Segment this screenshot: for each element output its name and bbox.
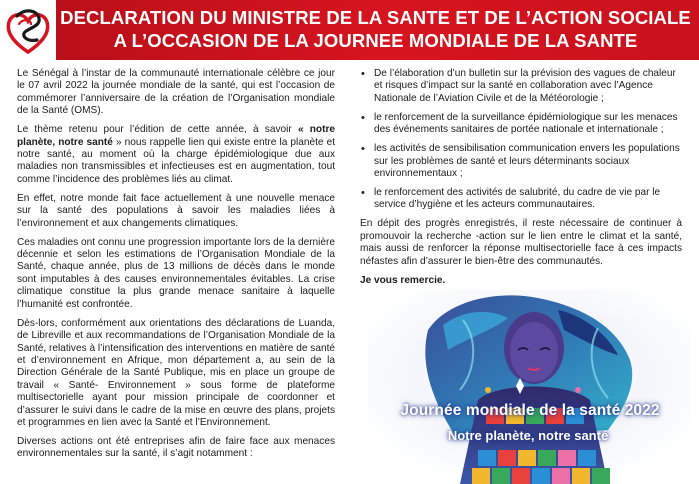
paragraph-theme — [17, 124, 335, 186]
title-line-1: DECLARATION DU MINISTRE DE LA SANTE ET DE L’ACTION SOCIALE — [60, 7, 691, 28]
bullet-icon: • — [361, 68, 365, 80]
poster-caption-title: Journée mondiale de la santé 2022 — [400, 402, 660, 419]
title-line-2-bold: LA JOURNEE MONDIALE DE LA SANTE — [284, 30, 638, 51]
left-column — [17, 68, 335, 467]
bullet-icon: • — [361, 143, 365, 156]
list-item-text: les activités de sensibilisation communication envers les populations sur les problèmes de santé et leurs déterminants sociaux environnementaux ; — [374, 143, 680, 180]
paragraph-closing: En dépit des progrès enregistrés, il reste nécessaire de continuer à promouvoir la recherche -action sur le lien entre le climat et la santé, mais aussi de renforcer la réponse multisectorielle face à ces impacts néfastes afin d’assurer le bien-être des communautés. — [360, 218, 682, 267]
right-column — [360, 68, 682, 294]
page-title — [58, 6, 693, 52]
list-item — [360, 143, 682, 180]
poster-image — [368, 290, 690, 484]
list-item-text: le renforcement de la surveillance épidémiologique sur les menaces des événements sanitaires de portée nationale et internationale ; — [374, 111, 678, 136]
thanks-text: Je vous remercie. — [360, 274, 446, 286]
theme-text-after: » nous rappelle lien qui existe entre la planète et notre santé, au moment où la charge épidémiologique due aux maladies non transmissibles et infectieuses est en augmentation, tout comme l’incidence des problèmes liés au climat. — [17, 136, 336, 185]
ministry-heart-logo-icon — [3, 2, 53, 58]
theme-bold: « notre planète, notre santé — [17, 124, 335, 148]
bullet-icon: • — [361, 111, 365, 124]
list-item — [360, 68, 682, 105]
bullet-icon: • — [361, 187, 365, 200]
paragraph-threat: En effet, notre monde fait face actuellement à une nouvelle menace sur la santé des populations à savoir les maladies liées à l’environnement et aux changements climatiques. — [17, 192, 335, 229]
poster-caption-subtitle: Notre planète, notre santé — [447, 428, 609, 443]
logo — [0, 0, 56, 60]
theme-text-before: Le thème retenu pour l’édition de cette année, à savoir — [17, 124, 298, 136]
list-item — [360, 112, 682, 137]
header-banner — [0, 0, 699, 60]
title-line-2-prefix: A L’OCCASION DE — [113, 30, 285, 51]
paragraph-actions: Diverses actions ont été entreprises afin de faire face aux menaces environnementales sur la santé, il s’agit notamment : — [17, 435, 335, 460]
paragraph-intro: Le Sénégal à l’instar de la communauté internationale célèbre ce jour le 07 avril 2022 la journée mondiale de la santé, qui est l’occasion de commémorer l’anniversaire de la création de l’Organisation mondiale de la Santé (OMS). — [17, 68, 335, 117]
list-item-text: le renforcement des activités de salubrité, du cadre de vie par le service d’hygiène et les acteurs communautaires. — [374, 187, 661, 211]
title-line-2 — [58, 29, 693, 52]
list-item — [360, 187, 682, 212]
list-item-text: De l’élaboration d’un bulletin sur la prévision des vagues de chaleur et risques d’impact sur la santé en collaboration avec l’Agence Nationale de l’Aviation Civile et de la Météorologie ; — [374, 68, 676, 104]
actions-list — [360, 68, 682, 212]
paragraph-platform: Dès-lors, conformément aux orientations des déclarations de Luanda, de Libreville et aux recommandations de l’Organisation Mondiale de la Santé, relatives à l’intensification des interventions en matière de santé et d’environnement en Afrique, mon département a, au sein de la Direction Générale de la Santé Publique, mis en place un groupe de travail « Santé- Environnement » sous forme de plateforme multisectorielle ayant pour mission principale de coordonner et d’assurer le suivi dans le cadre de la mise en œuvre des plans, projets et programmes en lien avec la Santé et l’Environnement. — [17, 317, 335, 428]
paragraph-progression: Ces maladies ont connu une progression importante lors de la dernière décennie et selon les estimations de l’Organisation Mondiale de la Santé, chaque année, plus de 13 millions de décès dans le monde sont imputables à des causes environnementales évitables. La crise climatique constitue la plus grande menace sanitaire à laquelle l’humanité est confrontée. — [17, 236, 335, 310]
illustrated-woman-earth-poster-icon — [368, 290, 690, 484]
